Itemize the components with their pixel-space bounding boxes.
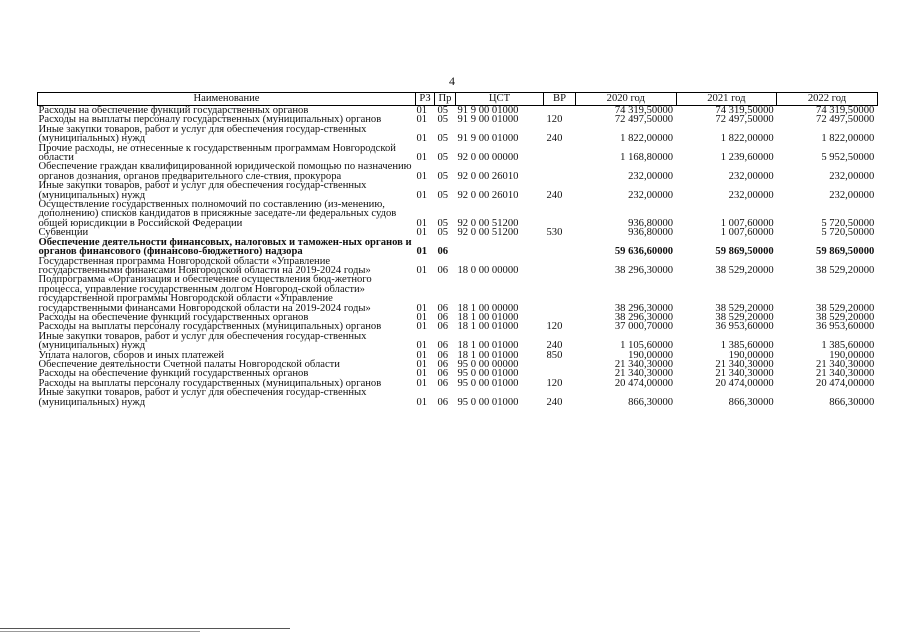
- row-2020-amount: 74 319,50000: [614, 105, 674, 116]
- row-2021-amount: 190,00000: [728, 349, 774, 361]
- row-2022-amount: 5 720,50000: [821, 227, 875, 239]
- row-2021-amount: 21 340,30000: [715, 358, 774, 370]
- row-2021-amount: 74 319,50000: [715, 105, 774, 116]
- row-2020-amount: 1 168,80000: [620, 152, 674, 164]
- row-2021-amount: 38 529,20000: [715, 264, 774, 276]
- row-2020-amount: 936,80000: [628, 217, 674, 229]
- row-pr: 05: [437, 152, 449, 164]
- row-name: Расходы на обеспечение функций государственных органов: [38, 368, 309, 380]
- row-pr: 05: [437, 133, 449, 145]
- page-number: 4: [449, 74, 455, 88]
- row-vr: [544, 200, 576, 228]
- row-vr: [544, 144, 576, 163]
- row-2022-amount: 1 385,60000: [821, 340, 875, 352]
- row-2021-amount: 38 529,20000: [715, 302, 774, 314]
- row-pr: 06: [437, 396, 449, 408]
- row-2021-amount: 232,00000: [728, 170, 774, 182]
- column-header-pr: Пр: [435, 93, 456, 106]
- table-row: [38, 125, 878, 144]
- row-2021-amount: 1 239,60000: [720, 152, 774, 164]
- footer-rule: [0, 628, 290, 629]
- footer-rule-secondary: [0, 631, 200, 632]
- row-2020-amount: 21 340,30000: [614, 358, 674, 370]
- row-2021-amount: 72 497,50000: [715, 114, 774, 126]
- row-cst: 95 0 00 00000: [457, 358, 519, 370]
- row-vr: [544, 257, 576, 276]
- row-cst: 92 0 00 00000: [457, 152, 519, 164]
- table-header: [38, 93, 878, 106]
- row-rz: 01: [416, 227, 428, 239]
- row-2021-amount: 866,30000: [728, 396, 774, 408]
- row-2022-amount: 20 474,00000: [816, 377, 875, 389]
- row-rz: 01: [416, 189, 428, 201]
- row-2021-amount: 1 822,00000: [720, 133, 774, 145]
- row-pr: 05: [437, 217, 449, 229]
- row-rz: 01: [416, 114, 428, 126]
- row-2022-amount: 190,00000: [829, 349, 875, 361]
- row-name: Расходы на выплаты персоналу государственных (муниципальных) органов: [38, 377, 382, 389]
- row-pr: 05: [437, 170, 449, 182]
- row-pr: 06: [437, 340, 449, 352]
- row-name: Подпрограмма «Организация и обеспечение осуществления бюд-жетного процесса, управление государственным долгом Новгород-ской области» государственной программы Новгородской области «Управление государственными финансами Новгородской области на 2019-2024 годы»: [38, 274, 372, 314]
- row-pr: 06: [437, 349, 449, 361]
- row-2022-amount: 74 319,50000: [816, 105, 875, 116]
- table-row: [38, 144, 878, 163]
- table-row: [38, 388, 878, 407]
- row-cst: 95 0 00 01000: [457, 396, 519, 408]
- row-2020-amount: 72 497,50000: [614, 114, 674, 126]
- header-row: [38, 93, 878, 106]
- row-name: Обеспечение деятельности финансовых, налоговых и таможен-ных органов и органов финансового (финансово-бюджетного) надзора: [38, 236, 412, 258]
- row-cst: 92 0 00 26010: [457, 189, 519, 201]
- row-2020-amount: 190,00000: [628, 349, 674, 361]
- column-header-2021: 2021 год: [676, 93, 777, 106]
- row-name: Иные закупки товаров, работ и услуг для обеспечения государ-ственных (муниципальных) нужд: [38, 330, 367, 352]
- row-2020-amount: 936,80000: [628, 227, 674, 239]
- row-rz: 01: [416, 246, 428, 258]
- row-cst: 92 0 00 51200: [457, 217, 519, 229]
- row-cst: 18 1 00 00000: [457, 302, 519, 314]
- row-name: Уплата налогов, сборов и иных платежей: [38, 349, 225, 361]
- row-2021-amount: 36 953,60000: [715, 321, 774, 333]
- row-2021-amount: 1 007,60000: [720, 227, 774, 239]
- row-vr: 240: [546, 189, 563, 201]
- row-2022-amount: 59 869,50000: [816, 246, 875, 258]
- row-rz: 01: [416, 340, 428, 352]
- row-name: Иные закупки товаров, работ и услуг для обеспечения государ-ственных (муниципальных) нужд: [38, 180, 367, 201]
- row-2021-amount: 21 340,30000: [715, 368, 774, 380]
- row-vr: 240: [546, 396, 563, 408]
- row-2020-amount: 232,00000: [628, 189, 674, 201]
- row-2022-amount: 866,30000: [829, 396, 875, 408]
- row-vr: 530: [546, 227, 563, 239]
- row-pr: 06: [437, 264, 449, 276]
- table-row: [38, 181, 878, 200]
- row-2021-amount: 1 385,60000: [720, 340, 774, 352]
- row-2022-amount: 38 529,20000: [816, 264, 875, 276]
- row-vr: 240: [546, 340, 563, 352]
- row-pr: 06: [437, 377, 449, 389]
- row-cst: 91 9 00 01000: [457, 133, 519, 145]
- column-header-rz: РЗ: [416, 93, 435, 106]
- column-header-cst: ЦСТ: [456, 93, 544, 106]
- row-pr: 06: [437, 311, 449, 323]
- row-vr: 120: [546, 114, 563, 126]
- row-cst: 91 9 00 01000: [457, 114, 519, 126]
- row-name: Государственная программа Новгородской области «Управление государственными финансами Новгородской области на 2019-2024 годы»: [38, 255, 371, 276]
- row-cst: 95 0 00 01000: [457, 377, 519, 389]
- row-2021-amount: 20 474,00000: [715, 377, 774, 389]
- row-rz: 01: [416, 377, 428, 389]
- row-2022-amount: 5 720,50000: [821, 217, 875, 229]
- row-2020-amount: 21 340,30000: [614, 368, 674, 380]
- row-2021-amount: 1 007,60000: [720, 217, 774, 229]
- row-rz: 01: [416, 321, 428, 333]
- table-row: [38, 275, 878, 313]
- row-pr: 05: [437, 189, 449, 201]
- row-2020-amount: 232,00000: [628, 170, 674, 182]
- row-vr: [544, 238, 576, 257]
- row-name: Обеспечение граждан квалифицированной юридической помощью по назначению органов дознания, органов предварительного сле-ствия, прокурора: [38, 161, 412, 182]
- row-2021-amount: 232,00000: [728, 189, 774, 201]
- row-2020-amount: 38 296,30000: [614, 264, 674, 276]
- row-2021-amount: 38 529,20000: [715, 311, 774, 323]
- row-pr: 05: [437, 105, 449, 116]
- row-name: Осуществление государственных полномочий по составлению (из-менению, дополнению) списков кандидатов в присяжные заседате-ли федеральных судов общей юрисдикции в Российской Федерации: [38, 199, 397, 229]
- table-row: [38, 332, 878, 351]
- row-2020-amount: 1 822,00000: [620, 133, 674, 145]
- row-2020-amount: 59 636,60000: [614, 246, 674, 258]
- row-2020-amount: 866,30000: [628, 396, 674, 408]
- row-2022-amount: 72 497,50000: [816, 114, 875, 126]
- row-vr: [544, 275, 576, 313]
- row-2022-amount: 38 529,20000: [816, 311, 875, 323]
- row-2020-amount: 20 474,00000: [614, 377, 674, 389]
- column-header-2022: 2022 год: [777, 93, 878, 106]
- row-vr: 120: [546, 377, 563, 389]
- row-pr: 06: [437, 368, 449, 380]
- row-2022-amount: 38 529,20000: [816, 302, 875, 314]
- row-2022-amount: 232,00000: [829, 170, 875, 182]
- row-2022-amount: 1 822,00000: [821, 133, 875, 145]
- row-name: Расходы на обеспечение функций государственных органов: [38, 105, 309, 116]
- row-cst: 18 1 00 01000: [457, 349, 519, 361]
- row-name: Прочие расходы, не отнесенные к государственным программам Новгородской области: [38, 142, 396, 164]
- row-cst: 18 1 00 01000: [457, 311, 519, 323]
- row-2021-amount: 59 869,50000: [715, 246, 774, 258]
- row-2022-amount: 21 340,30000: [816, 368, 875, 380]
- row-rz: 01: [416, 152, 428, 164]
- row-rz: 01: [416, 396, 428, 408]
- row-2020-amount: 38 296,30000: [614, 311, 674, 323]
- table-row: [38, 200, 878, 228]
- row-pr: 05: [437, 227, 449, 239]
- row-name: Обеспечение деятельности Счетной палаты Новгородской области: [38, 358, 340, 370]
- row-cst: 95 0 00 01000: [457, 368, 519, 380]
- row-cst: 18 0 00 00000: [457, 264, 519, 276]
- row-rz: 01: [416, 311, 428, 323]
- row-name: Иные закупки товаров, работ и услуг для обеспечения государ-ственных (муниципальных) нужд: [38, 123, 367, 145]
- budget-table: [37, 92, 878, 407]
- row-vr: [544, 360, 576, 369]
- row-rz: 01: [416, 358, 428, 370]
- row-pr: 06: [437, 302, 449, 314]
- row-rz: 01: [416, 368, 428, 380]
- row-2020-amount: 1 105,60000: [620, 340, 674, 352]
- row-rz: 01: [416, 133, 428, 145]
- row-vr: 120: [546, 321, 563, 333]
- row-rz: 01: [416, 217, 428, 229]
- row-rz: 01: [416, 105, 428, 116]
- table-row: [38, 257, 878, 276]
- row-2022-amount: 5 952,50000: [821, 152, 875, 164]
- row-rz: 01: [416, 264, 428, 276]
- row-rz: 01: [416, 170, 428, 182]
- row-name: Расходы на обеспечение функций государственных органов: [38, 311, 309, 323]
- row-2020-amount: 38 296,30000: [614, 302, 674, 314]
- row-vr: 240: [546, 133, 563, 145]
- table-row: [38, 162, 878, 181]
- row-rz: 01: [416, 302, 428, 314]
- row-rz: 01: [416, 349, 428, 361]
- row-name: Иные закупки товаров, работ и услуг для обеспечения государ-ственных (муниципальных) нужд: [38, 387, 367, 408]
- column-header-2020: 2020 год: [576, 93, 677, 106]
- row-cst: 92 0 00 51200: [457, 227, 519, 239]
- row-cst: 92 0 00 26010: [457, 170, 519, 182]
- row-name: Расходы на выплаты персоналу государственных (муниципальных) органов: [38, 321, 382, 333]
- row-vr: [544, 162, 576, 181]
- row-pr: 06: [437, 246, 449, 258]
- row-cst: 18 1 00 01000: [457, 321, 519, 333]
- row-cst: 18 1 00 01000: [457, 340, 519, 352]
- column-header-vr: ВР: [544, 93, 576, 106]
- row-2022-amount: 232,00000: [829, 189, 875, 201]
- row-pr: 06: [437, 358, 449, 370]
- row-pr: 06: [437, 321, 449, 333]
- row-cst: [456, 238, 544, 257]
- row-2022-amount: 21 340,30000: [816, 358, 875, 370]
- table-row: [38, 238, 878, 257]
- row-2020-amount: 37 000,70000: [614, 321, 674, 333]
- row-2022-amount: 36 953,60000: [816, 321, 875, 333]
- row-cst: 91 9 00 01000: [457, 105, 519, 116]
- row-name: Расходы на выплаты персоналу государственных (муниципальных) органов: [38, 114, 382, 126]
- table-body: [38, 106, 878, 408]
- column-header-name: Наименование: [38, 93, 416, 106]
- row-vr: 850: [546, 349, 563, 361]
- row-pr: 05: [437, 114, 449, 126]
- row-name: Субвенции: [38, 227, 89, 239]
